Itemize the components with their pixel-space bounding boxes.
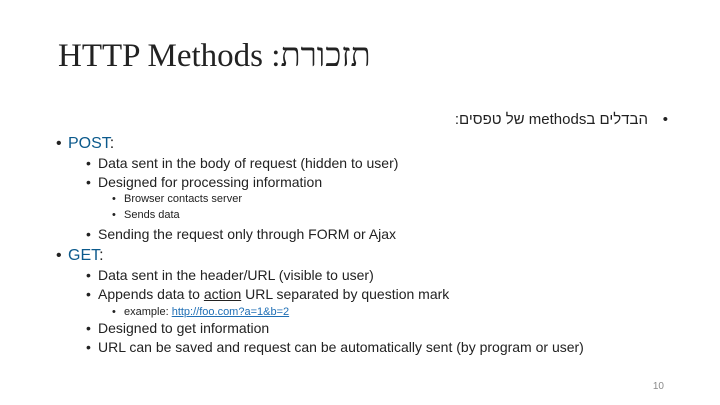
get-example-label: example: — [124, 306, 172, 318]
get-item-1 — [86, 267, 374, 283]
get-item-3 — [86, 320, 269, 336]
bullet-icon: • — [112, 193, 116, 205]
get-heading: GET — [68, 247, 100, 264]
bullet-icon: • — [56, 135, 62, 152]
rtl-intro-line — [455, 111, 668, 128]
get-item-2 — [86, 286, 449, 302]
get-item-2-after: URL separated by question mark — [241, 286, 450, 302]
post-subitem-1 — [112, 193, 242, 205]
get-item-3-text: Designed to get information — [98, 320, 270, 336]
get-heading-line — [56, 247, 104, 265]
bullet-icon: • — [86, 226, 91, 242]
get-item-4-text: URL can be saved and request can be automatically sent (by program or user) — [98, 339, 584, 355]
post-subitem-2-text: Sends data — [124, 209, 180, 221]
post-subitem-1-text: Browser contacts server — [124, 193, 242, 205]
get-example — [112, 306, 289, 318]
bullet-icon: • — [112, 209, 116, 221]
post-heading-colon: : — [109, 135, 115, 152]
post-item-1-text: Data sent in the body of request (hidden to user) — [98, 155, 399, 171]
bullet-icon: • — [86, 267, 91, 283]
post-item-2-text: Designed for processing information — [98, 174, 323, 190]
post-heading: POST — [68, 135, 110, 152]
get-heading-colon: : — [99, 247, 104, 264]
post-item-2 — [86, 174, 322, 190]
bullet-icon: • — [86, 174, 91, 190]
bullet-icon: • — [86, 155, 91, 171]
get-item-2-before: Appends data to — [98, 286, 204, 302]
slide-title: HTTP Methods :תזכורת — [58, 38, 371, 74]
rtl-intro-text: הבדלים בmethods של טפסים: — [454, 111, 648, 128]
bullet-icon: • — [86, 339, 91, 355]
bullet-icon: • — [56, 247, 62, 264]
post-item-3-text: Sending the request only through FORM or Ajax — [98, 226, 397, 242]
bullet-icon: • — [112, 306, 116, 318]
get-item-1-text: Data sent in the header/URL (visible to user) — [98, 267, 374, 283]
post-heading-line — [56, 135, 114, 153]
example-url-link[interactable]: http://foo.com?a=1&b=2 — [171, 306, 290, 318]
post-item-3 — [86, 226, 396, 242]
bullet-icon: • — [662, 111, 668, 128]
bullet-icon: • — [86, 286, 91, 302]
bullet-icon: • — [86, 320, 91, 336]
post-subitem-2 — [112, 209, 180, 221]
action-keyword: action — [203, 286, 242, 302]
slide-number: 10 — [652, 381, 664, 392]
get-item-4 — [86, 339, 584, 355]
post-item-1 — [86, 155, 398, 171]
